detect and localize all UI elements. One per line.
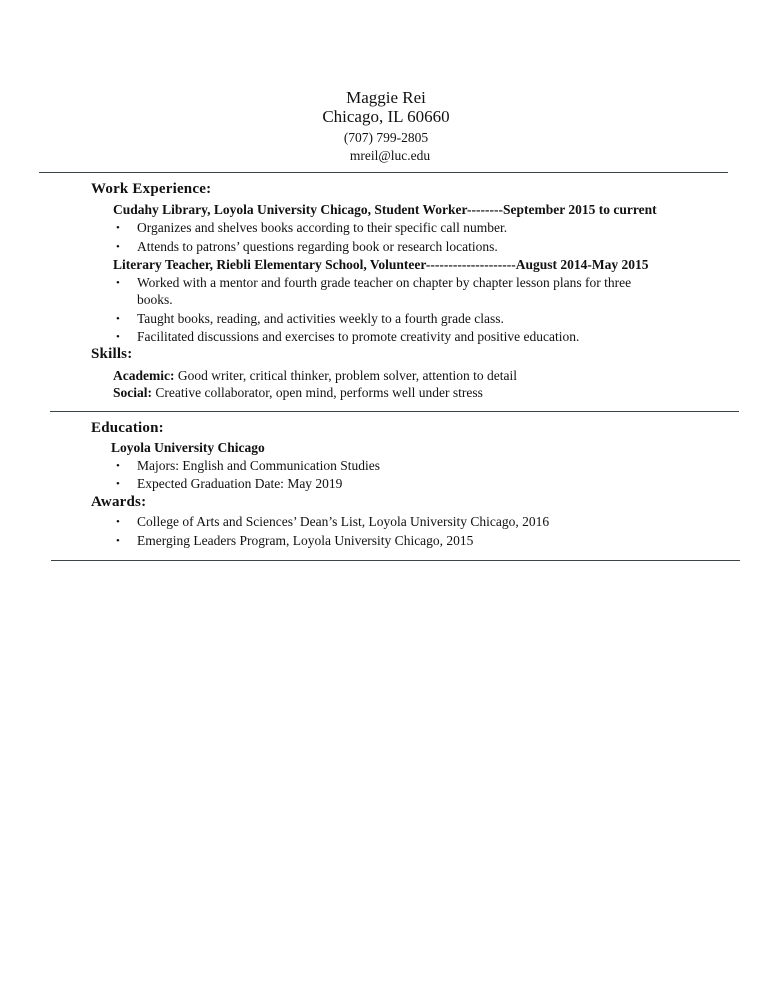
- bullet-icon: •: [116, 516, 120, 528]
- section-heading-education: Education:: [91, 420, 164, 436]
- bullet-icon: •: [116, 478, 120, 490]
- divider-awards: [51, 560, 740, 561]
- education-bullet: Majors: English and Communication Studies: [137, 458, 380, 473]
- bullet-icon: •: [116, 277, 120, 289]
- job-bullet: Worked with a mentor and fourth grade teacher on chapter by chapter lesson plans for three: [137, 275, 632, 290]
- skill-label: Social:: [113, 385, 152, 400]
- section-heading-skills: Skills:: [91, 346, 133, 362]
- section-heading-awards: Awards:: [91, 494, 147, 510]
- job-title-literary-teacher: Literary Teacher, Riebli Elementary School, Volunteer--------------------August 2014-May 2015: [113, 257, 649, 272]
- divider-skills: [50, 411, 739, 412]
- skill-academic: [113, 368, 517, 384]
- skill-social: [113, 385, 483, 401]
- job-bullet: Attends to patrons’ questions regarding book or research locations.: [137, 239, 498, 254]
- award-bullet: College of Arts and Sciences’ Dean’s List, Loyola University Chicago, 2016: [137, 514, 550, 529]
- bullet-icon: •: [116, 241, 120, 253]
- job-bullet: Taught books, reading, and activities weekly to a fourth grade class.: [137, 311, 504, 326]
- section-heading-work-experience: Work Experience:: [91, 181, 212, 197]
- job-bullet: Organizes and shelves books according to their specific call number.: [137, 220, 508, 235]
- education-bullet: Expected Graduation Date: May 2019: [137, 476, 343, 491]
- bullet-icon: •: [116, 313, 120, 325]
- job-bullet-continuation: books.: [137, 292, 173, 307]
- skill-value: Creative collaborator, open mind, performs well under stress: [152, 385, 483, 400]
- skill-value: Good writer, critical thinker, problem solver, attention to detail: [174, 368, 518, 383]
- bullet-icon: •: [116, 331, 120, 343]
- resume-city-state-zip: Chicago, IL 60660: [322, 107, 450, 126]
- skill-label: Academic:: [113, 368, 175, 383]
- education-school: Loyola University Chicago: [111, 440, 265, 455]
- award-bullet: Emerging Leaders Program, Loyola University Chicago, 2015: [137, 533, 474, 548]
- resume-phone: (707) 799-2805: [343, 130, 429, 145]
- resume-email: mreil@luc.edu: [349, 148, 431, 163]
- bullet-icon: •: [116, 460, 120, 472]
- divider-header: [39, 172, 728, 173]
- bullet-icon: •: [116, 222, 120, 234]
- resume-name: Maggie Rei: [346, 88, 426, 107]
- bullet-icon: •: [116, 535, 120, 547]
- job-title-cudahy-library: Cudahy Library, Loyola University Chicago, Student Worker--------September 2015 to current: [113, 202, 657, 217]
- job-bullet: Facilitated discussions and exercises to promote creativity and positive education.: [137, 329, 580, 344]
